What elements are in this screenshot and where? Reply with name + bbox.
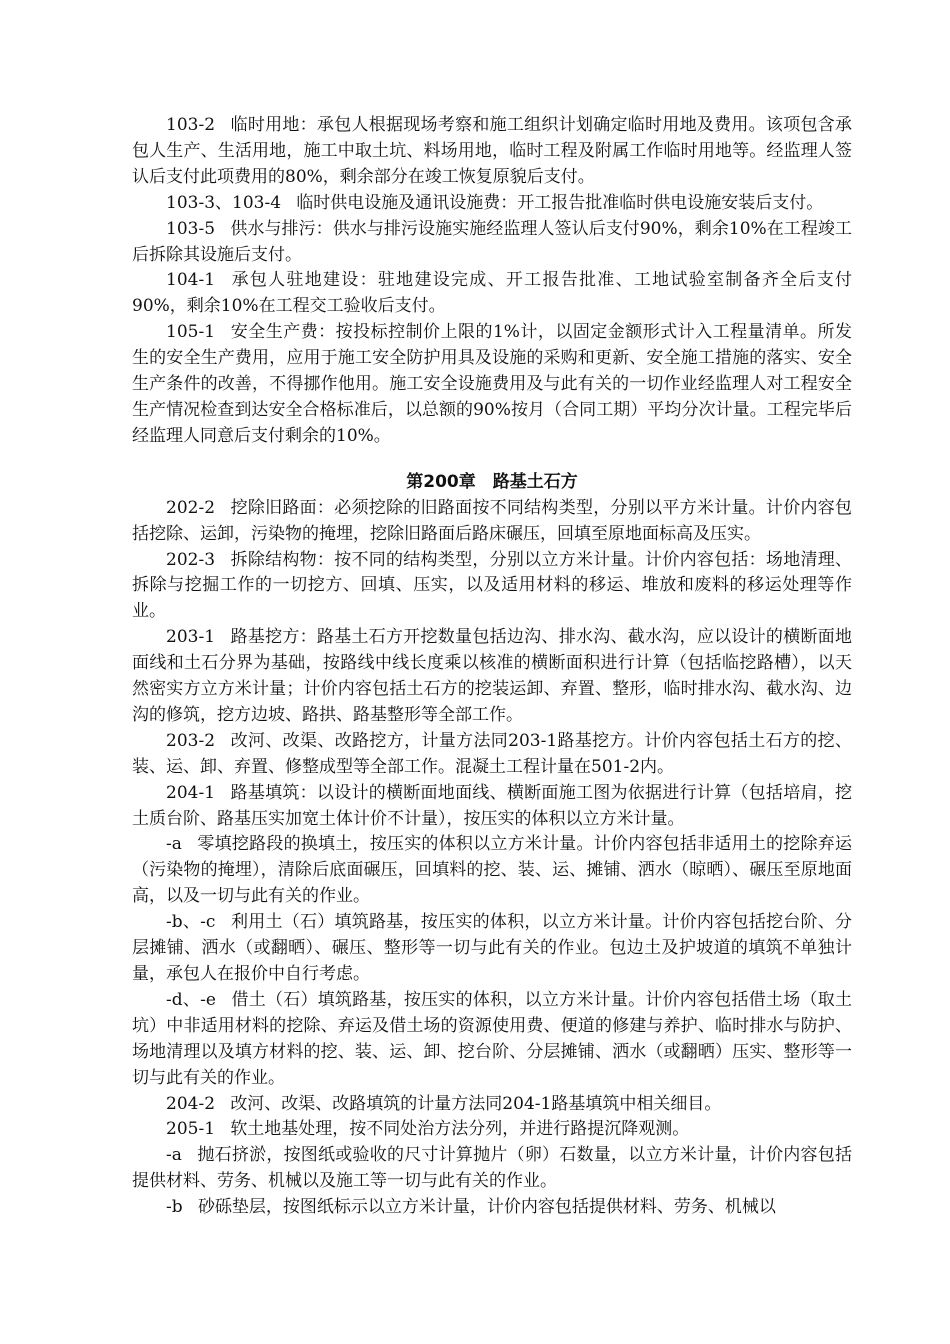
clause-paragraph (132, 832, 852, 910)
clause-code: 103-3、103-4 (166, 192, 282, 213)
clause-text: 改河、改渠、改路填筑的计量方法同204-1路基填筑中相关细目。 (230, 1093, 722, 1114)
clause-code: 103-2 (166, 115, 216, 135)
clause-paragraph (132, 625, 852, 729)
clause-code: -d、-e (166, 989, 216, 1010)
clause-text: 临时供电设施及通讯设施费：开工报告批准临时供电设施安装后支付。 (296, 192, 824, 213)
clause-text: 路基填筑：以设计的横断面地面线、横断面施工图为依据进行计算（包括培肩，挖土质台阶、路基压实加宽土体计价不计量），按压实的体积以立方米计量。 (132, 782, 852, 829)
clause-text: 临时用地：承包人根据现场考察和施工组织计划确定临时用地及费用。该项包含承包人生产、生活用地，施工中取土坑、料场用地，临时工程及附属工作临时用地等。经监理人签认后支付此项费用的80%，剩余部分在竣工恢复原貌后支付。 (132, 115, 852, 187)
clause-paragraph (132, 910, 852, 988)
clause-code: 205-1 (166, 1119, 216, 1140)
clause-text: 抛石挤淤，按图纸或验收的尺寸计算抛片（卵）石数量，以立方米计量，计价内容包括提供材料、劳务、机械以及施工等一切与此有关的作业。 (132, 1145, 852, 1192)
clause-code: 204-1 (166, 782, 216, 803)
clause-paragraph (132, 217, 852, 269)
clause-text: 挖除旧路面：必须挖除的旧路面按不同结构类型，分别以平方米计量。计价内容包括挖除、运卸，污染物的掩埋，挖除旧路面后路床碾压，回填至原地面标高及压实。 (132, 497, 852, 544)
clause-paragraph (132, 781, 852, 833)
clause-code: -a (166, 834, 182, 855)
clause-text: 安全生产费：按投标控制价上限的1%计，以固定金额形式计入工程量清单。所发生的安全生产费用，应用于施工安全防护用具及设施的采购和更新、安全施工措施的落实、安全生产条件的改善，不得挪作他用。施工安全设施费用及与此有关的一切作业经监理人对工程安全生产情况检查到达安全合格标准后，以总额的90%按月（合同工期）平均分次计量。工程完毕后经监理人同意后支付剩余的10%。 (132, 322, 852, 446)
clause-paragraph (132, 548, 852, 626)
clause-code: 203-2 (166, 730, 216, 751)
clause-paragraph (132, 113, 852, 191)
clause-code: -b、-c (166, 912, 216, 933)
clause-code: 105-1 (166, 322, 216, 343)
clause-text: 路基挖方：路基土石方开挖数量包括边沟、排水沟、截水沟，应以设计的横断面地面线和土石分界为基础，按路线中线长度乘以核准的横断面积进行计算（包括临挖路槽），以天然密实方立方米计量；计价内容包括土石方的挖装运卸、弃置、整形，临时排水沟、截水沟、边沟的修筑，挖方边坡、路拱、路基整形等全部工作。 (132, 627, 852, 725)
clause-paragraph (132, 191, 852, 217)
clause-code: 204-2 (166, 1093, 216, 1114)
clause-text: 砂砾垫层，按图纸标示以立方米计量，计价内容包括提供材料、劳务、机械以 (197, 1197, 776, 1218)
clause-text: 软土地基处理，按不同处治方法分列，并进行路提沉降观测。 (230, 1119, 690, 1140)
section-200-clauses (132, 496, 852, 1221)
clause-code: 202-2 (166, 497, 216, 518)
clause-code: 104-1 (166, 270, 216, 291)
clause-paragraph (132, 496, 852, 548)
clause-text: 拆除结构物：按不同的结构类型，分别以立方米计量。计价内容包括：场地清理、拆除与挖掘工作的一切挖方、回填、压实，以及适用材料的移运、堆放和废料的移运处理等作业。 (132, 549, 852, 622)
clause-paragraph (132, 729, 852, 781)
clause-text: 借土（石）填筑路基，按压实的体积，以立方米计量。计价内容包括借土场（取土坑）中非适用材料的挖除、弃运及借土场的资源使用费、便道的修建与养护、临时排水与防护、场地清理以及填方材料的挖、装、运、卸、挖台阶、分层摊铺、洒水（或翻晒）压实、整形等一切与此有关的作业。 (132, 989, 852, 1088)
clause-paragraph (132, 320, 852, 450)
clause-text: 承包人驻地建设：驻地建设完成、开工报告批准、工地试验室制备齐全后支付90%，剩余10%在工程交工验收后支付。 (132, 270, 852, 317)
clause-text: 供水与排污：供水与排污设施实施经监理人签认后支付90%，剩余10%在工程竣工后拆除其设施后支付。 (132, 218, 852, 265)
chapter-heading: 第200章 路基土石方 (406, 471, 578, 492)
clause-code: -a (166, 1145, 182, 1166)
clause-paragraph (132, 1143, 852, 1195)
clause-code: 103-5 (166, 218, 216, 239)
clause-code: 202-3 (166, 549, 216, 570)
clause-paragraph (132, 1195, 852, 1221)
clause-paragraph (132, 988, 852, 1092)
clause-code: 203-1 (166, 627, 216, 648)
clause-paragraph (132, 1117, 852, 1143)
clause-text: 利用土（石）填筑路基，按压实的体积，以立方米计量。计价内容包括挖台阶、分层摊铺、洒水（或翻晒）、碾压、整形等一切与此有关的作业。包边土及护坡道的填筑不单独计量，承包人在报价中自行考虑。 (132, 912, 852, 984)
clause-paragraph (132, 268, 852, 320)
clause-text: 改河、改渠、改路挖方，计量方法同203-1路基挖方。计价内容包括土石方的挖、装、运、卸、弃置、修整成型等全部工作。混凝土工程计量在501-2内。 (132, 730, 852, 777)
document-body (132, 113, 852, 1221)
clause-text: 零填挖路段的换填土，按压实的体积以立方米计量。计价内容包括非适用土的挖除弃运（污染物的掩埋），清除后底面碾压，回填料的挖、装、运、摊铺、洒水（晾晒）、碾压至原地面高，以及一切与此有关的作业。 (132, 834, 852, 907)
clause-code: -b (166, 1197, 183, 1218)
clause-paragraph (132, 1092, 852, 1118)
section-100-clauses (132, 113, 852, 450)
